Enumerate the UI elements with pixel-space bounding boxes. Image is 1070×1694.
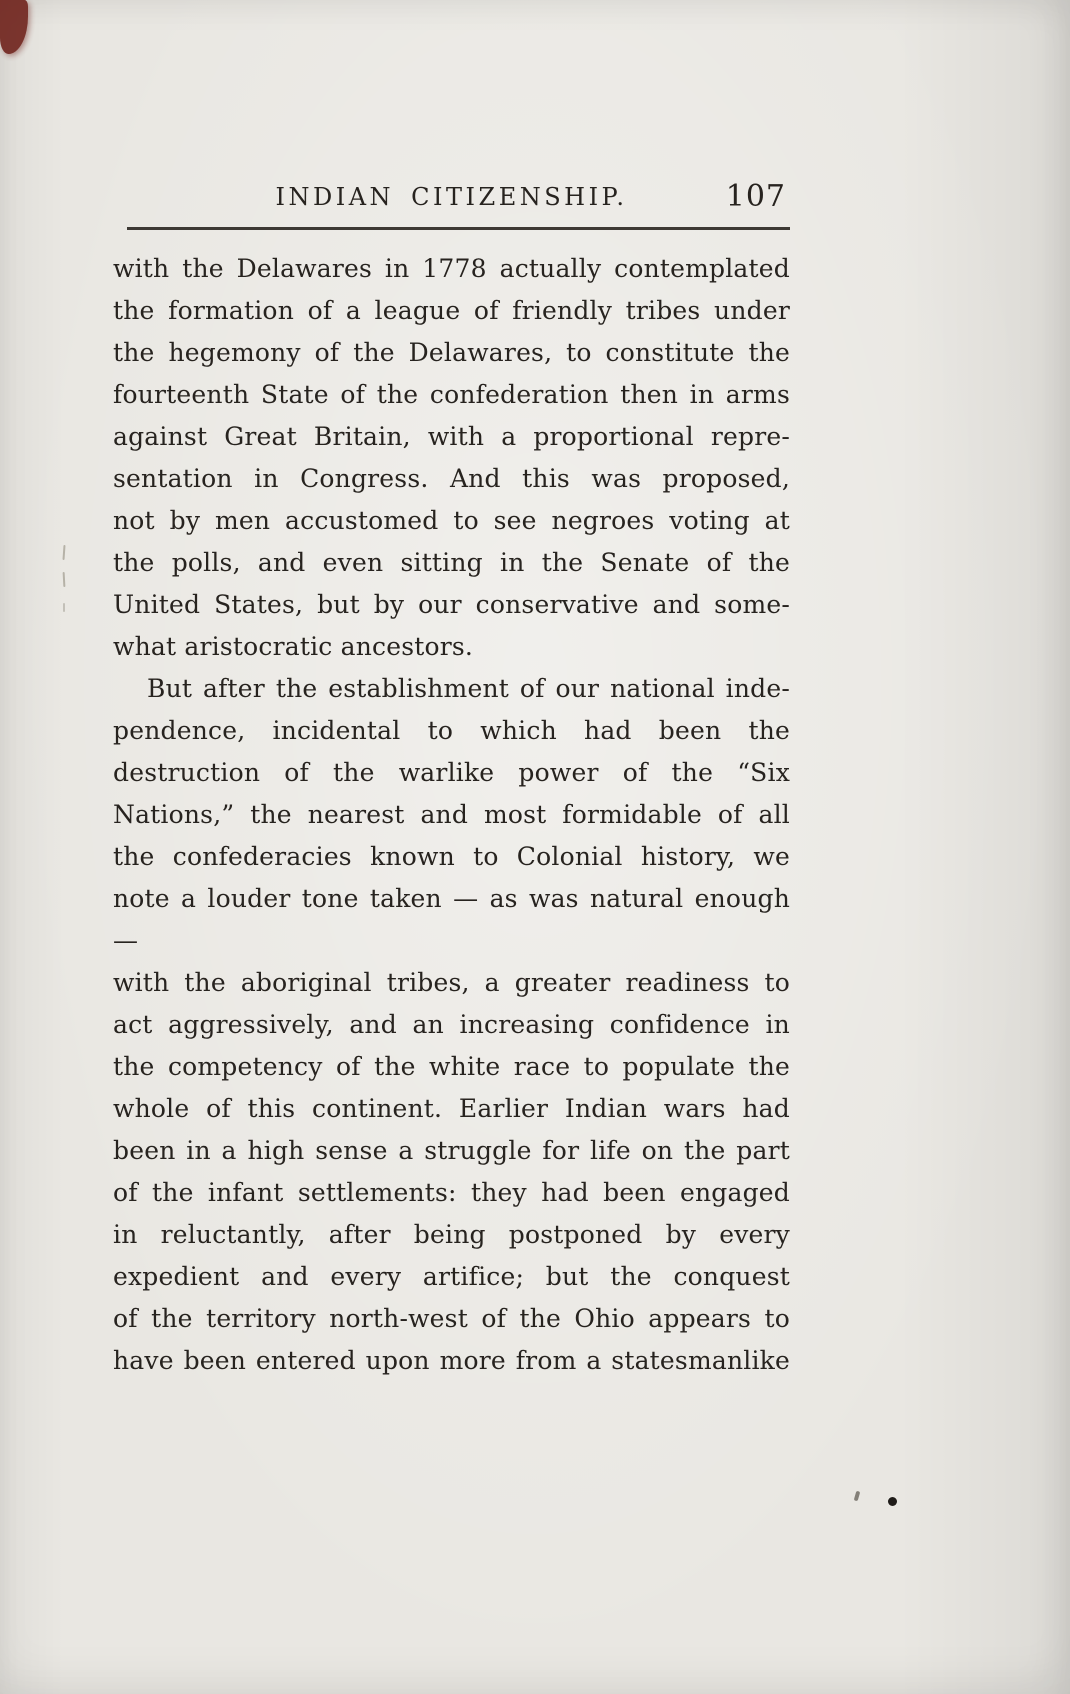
- scan-stain-top-left: [0, 0, 28, 54]
- text-line: against Great Britain, with a proportional repre-: [113, 422, 790, 451]
- text-line: act aggressively, and an increasing confidence in: [113, 1010, 790, 1039]
- text-line: been in a high sense a struggle for life on the part: [113, 1136, 790, 1165]
- text-line: note a louder tone taken — as was natural enough —: [113, 884, 790, 955]
- text-line: of the infant settlements: they had been engaged: [113, 1178, 790, 1207]
- text-line: expedient and every artifice; but the conquest: [113, 1262, 790, 1291]
- text-line: not by men accustomed to see negroes voting at: [113, 506, 790, 535]
- text-line: fourteenth State of the confederation then in arms: [113, 380, 790, 409]
- page-content: [113, 0, 790, 1382]
- text-line: whole of this continent. Earlier Indian wars had: [113, 1094, 790, 1123]
- margin-mark: [63, 603, 65, 612]
- text-line: pendence, incidental to which had been the: [113, 716, 790, 745]
- text-line: But after the establishment of our national inde-: [147, 674, 790, 703]
- page-number: 107: [725, 179, 786, 214]
- header-rule: [127, 227, 790, 230]
- text-line: sentation in Congress. And this was proposed,: [113, 464, 790, 493]
- text-line: have been entered upon more from a statesmanlike: [113, 1346, 790, 1375]
- text-line: the competency of the white race to populate the: [113, 1052, 790, 1081]
- margin-mark: [63, 572, 66, 587]
- running-title: INDIAN CITIZENSHIP.: [275, 183, 628, 211]
- ink-dot: [888, 1497, 897, 1506]
- text-line: the confederacies known to Colonial history, we: [113, 842, 790, 871]
- text-line: what aristocratic ancestors.: [113, 632, 474, 661]
- paragraph-1: [113, 248, 790, 668]
- text-line: the formation of a league of friendly tribes under: [113, 296, 790, 325]
- ink-speck: [854, 1491, 861, 1502]
- margin-mark: [62, 545, 65, 560]
- text-line: destruction of the warlike power of the “Six: [113, 758, 790, 787]
- page-header: [113, 179, 790, 219]
- text-line: in reluctantly, after being postponed by every: [113, 1220, 790, 1249]
- text-line: the hegemony of the Delawares, to constitute the: [113, 338, 790, 367]
- text-line: the polls, and even sitting in the Senate of the: [113, 548, 790, 577]
- text-line: with the aboriginal tribes, a greater readiness to: [113, 968, 790, 997]
- text-line: United States, but by our conservative and some-: [113, 590, 790, 619]
- text-block: [113, 248, 790, 1382]
- text-line: with the Delawares in 1778 actually contemplated: [113, 254, 790, 283]
- text-line: of the territory north-west of the Ohio appears to: [113, 1304, 790, 1333]
- text-line: Nations,” the nearest and most formidable of all: [113, 800, 790, 829]
- paragraph-2: [113, 668, 790, 1382]
